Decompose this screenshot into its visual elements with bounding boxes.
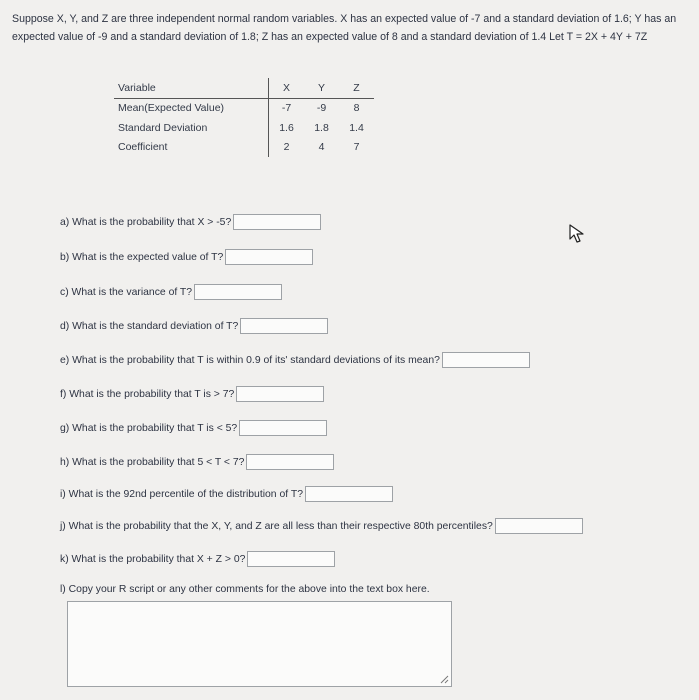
variables-table	[114, 78, 374, 157]
table-header-cell: Z	[339, 78, 374, 98]
question-d	[60, 318, 328, 334]
table-header-cell: X	[269, 78, 305, 98]
answer-j-input[interactable]	[495, 518, 583, 534]
resize-grip-icon[interactable]	[440, 675, 449, 684]
answer-g-input[interactable]	[239, 420, 327, 436]
answer-k-input[interactable]	[247, 551, 335, 567]
table-cell: 4	[318, 141, 325, 154]
question-k-label: k) What is the probability that X + Z > 0?	[60, 553, 246, 565]
mouse-pointer-icon	[568, 223, 588, 245]
question-c-label: c) What is the variance of T?	[60, 286, 193, 298]
table-cell: 1.6	[269, 118, 305, 138]
question-j-label: j) What is the probability that the X, Y, and Z are all less than their respective 80th percentiles?	[60, 520, 493, 532]
question-e-label: e) What is the probability that T is within 0.9 of its' standard deviations of its mean?	[60, 354, 440, 366]
question-b	[60, 249, 313, 265]
question-a-label: a) What is the probability that X > -5?	[60, 216, 232, 228]
answer-e-input[interactable]	[442, 352, 530, 368]
question-e	[60, 352, 530, 368]
table-cell: Coefficient	[118, 141, 168, 154]
question-f-label: f) What is the probability that T is > 7?	[60, 388, 235, 400]
problem-statement: Suppose X, Y, and Z are three independent normal random variables. X has an expected value of -7 and a standard deviation of 1.6; Y has an expected value of -9 and a standard deviation of 1.8; Z has an expected value of 8 and a standard deviation of 1.4 Let T = 2X + 4Y + 7Z	[12, 13, 677, 43]
table-header-row	[114, 78, 374, 98]
table-cell: 7	[353, 141, 360, 154]
table-header-cell: Y	[304, 78, 339, 98]
answer-a-input[interactable]	[233, 214, 321, 230]
table-row	[114, 138, 374, 158]
table-row	[114, 118, 374, 138]
question-g-label: g) What is the probability that T is < 5?	[60, 422, 238, 434]
question-h	[60, 454, 334, 470]
table-header-cell: Variable	[114, 78, 269, 98]
table-cell: 1.4	[349, 121, 364, 134]
answer-b-input[interactable]	[225, 249, 313, 265]
question-i	[60, 486, 393, 502]
answer-c-input[interactable]	[194, 284, 282, 300]
question-f	[60, 386, 324, 402]
answer-d-input[interactable]	[240, 318, 328, 334]
answer-h-input[interactable]	[246, 454, 334, 470]
comments-textarea[interactable]	[67, 601, 452, 687]
table-cell: Standard Deviation	[118, 121, 208, 134]
question-c	[60, 284, 282, 300]
question-d-label: d) What is the standard deviation of T?	[60, 320, 239, 332]
table-cell: -7	[269, 98, 305, 118]
question-a	[60, 214, 321, 230]
question-k	[60, 551, 335, 567]
answer-i-input[interactable]	[305, 486, 393, 502]
question-g	[60, 420, 327, 436]
question-l	[60, 584, 430, 595]
question-i-label: i) What is the 92nd percentile of the distribution of T?	[60, 488, 303, 500]
question-h-label: h) What is the probability that 5 < T < 7?	[60, 456, 245, 468]
question-b-label: b) What is the expected value of T?	[60, 251, 224, 263]
table-cell: Mean(Expected Value)	[118, 102, 225, 115]
table-cell: -9	[316, 102, 327, 115]
answer-f-input[interactable]	[236, 386, 324, 402]
table-cell: 8	[353, 102, 360, 115]
question-j	[60, 518, 583, 534]
table-row	[114, 98, 374, 118]
question-l-label: l) Copy your R script or any other comments for the above into the text box here.	[60, 584, 430, 595]
table-cell: 2	[269, 138, 305, 158]
table-cell: 1.8	[314, 121, 329, 134]
